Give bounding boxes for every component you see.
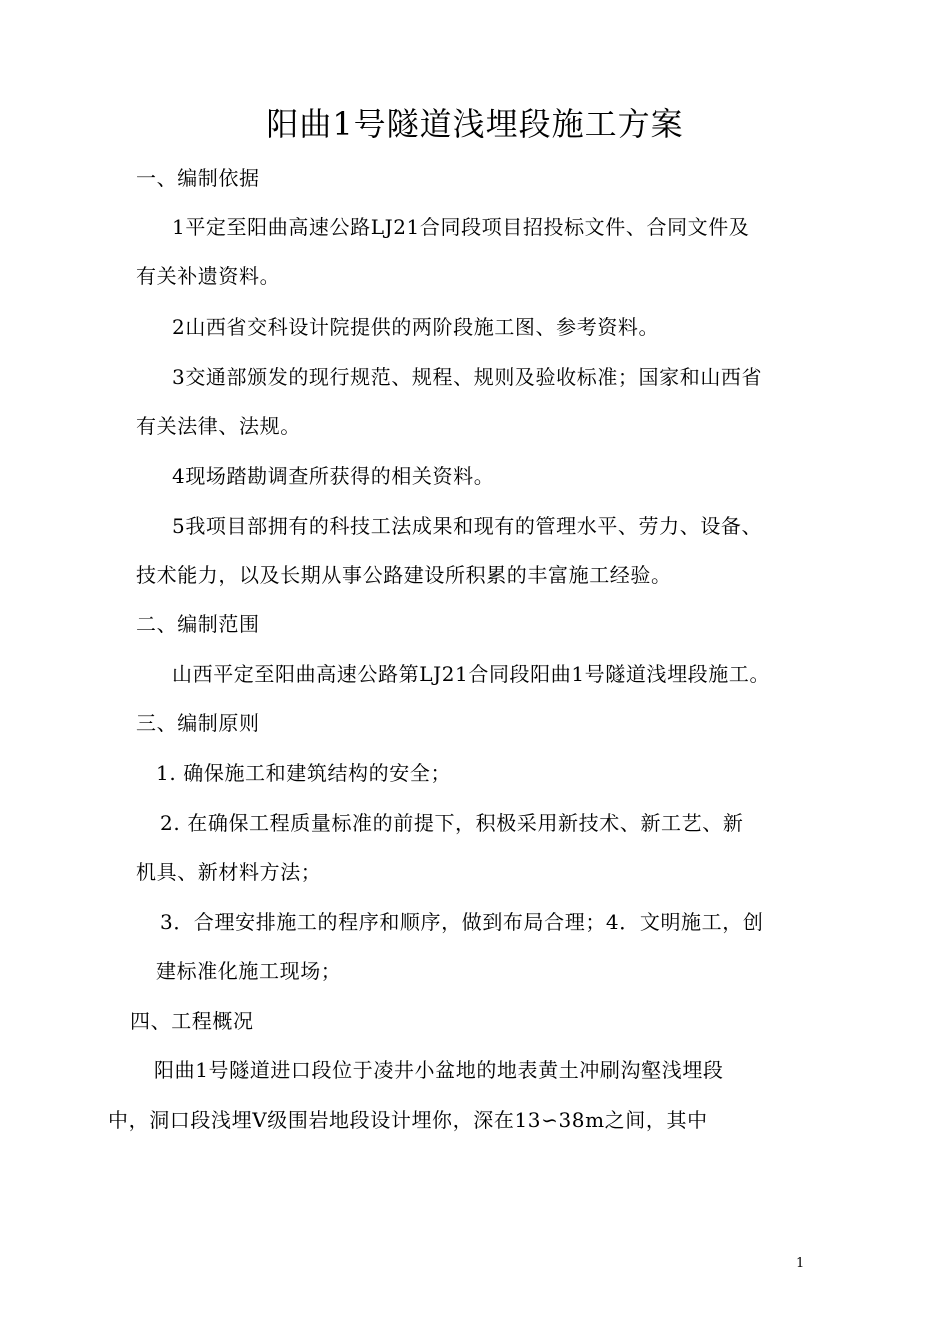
principle-item-2-line2: 机具、新材料方法； [136,860,322,884]
section-heading-basis: 一、编制依据 [136,166,260,190]
basis-item-5-line2: 技术能力，以及长期从事公路建设所积累的丰富施工经验。 [136,563,672,587]
section-heading-overview: 四、工程概况 [130,1009,254,1033]
section-heading-principles: 三、编制原则 [136,711,260,735]
basis-item-3-line2: 有关法律、法规。 [136,414,301,438]
overview-line1: 阳曲1号隧道进口段位于凌井小盆地的地表黄土冲刷沟壑浅埋段 [154,1058,724,1082]
document-title: 阳曲1号隧道浅埋段施工方案 [266,105,684,143]
basis-item-5-line1: 5我项目部拥有的科技工法成果和现有的管理水平、劳力、设备、 [172,514,763,538]
overview-line2: 中，洞口段浅埋Ⅴ级围岩地段设计埋你，深在13∽38m之间，其中 [108,1108,708,1132]
page-number: 1 [796,1256,805,1271]
basis-item-1-line2: 有关补遗资料。 [136,264,281,288]
principle-item-1-line1: 1. 确保施工和建筑结构的安全； [156,761,452,785]
basis-item-4-line1: 4现场踏勘调查所获得的相关资料。 [172,464,495,488]
scope-text: 山西平定至阳曲高速公路第LJ21合同段阳曲1号隧道浅埋段施工。 [172,662,771,686]
basis-item-2-line1: 2山西省交科设计院提供的两阶段施工图、参考资料。 [172,315,660,339]
basis-item-1-line1: 1平定至阳曲高速公路LJ21合同段项目招投标文件、合同文件及 [172,215,750,239]
principle-item-2-line1: 2. 在确保工程质量标准的前提下，积极采用新技术、新工艺、新 [160,811,744,835]
section-heading-scope: 二、编制范围 [136,612,260,636]
principle-item-3-line2: 建标准化施工现场； [156,959,342,983]
basis-item-3-line1: 3交通部颁发的现行规范、规程、规则及验收标准；国家和山西省 [172,365,763,389]
principle-item-3-line1: 3．合理安排施工的程序和顺序，做到布局合理；4．文明施工，创 [160,910,764,934]
